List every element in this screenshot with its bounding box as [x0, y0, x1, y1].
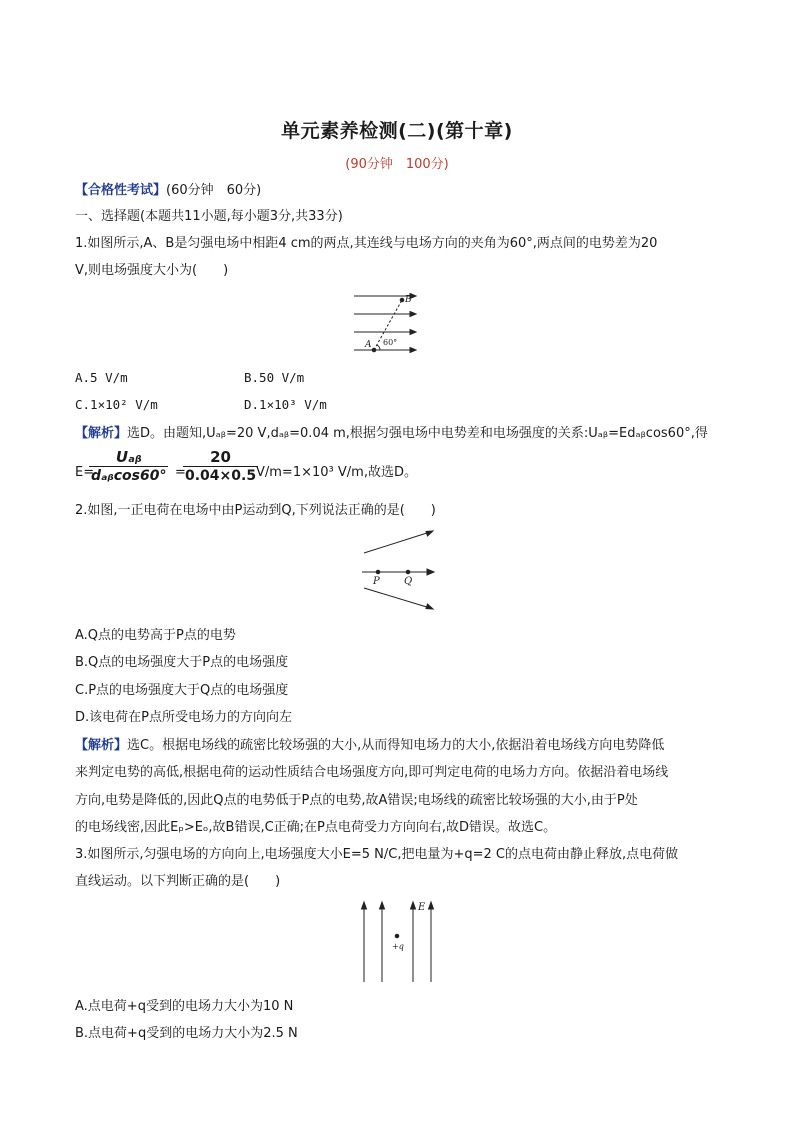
q1-angle-arc [377, 345, 380, 350]
q1-eq-num1: Uₐᵦ [115, 448, 142, 466]
q1-option-b: B.50 V/m [244, 370, 305, 385]
q1-field-arrow [410, 312, 416, 317]
q2-option-d: D.该电荷在P点所受电场力的方向向左 [75, 710, 292, 725]
q2-point-p [376, 570, 380, 574]
q1-analysis-text: 选D。由题知,Uₐᵦ=20 V,dₐᵦ=0.04 m,根据匀强电场中电势差和电场强度的关系:Uₐᵦ=Edₐᵦcos60°,得 [127, 426, 708, 441]
q2-option-a: A.Q点的电势高于P点的电势 [75, 628, 236, 643]
q2-analysis-line4: 的电场线密,因此Eₚ>Eₒ,故B错误,C正确;在P点电荷受力方向向右,故D错误。故选C。 [75, 820, 557, 835]
q2-upper-field-arrow [426, 531, 433, 536]
q1-label-b: B [405, 295, 412, 305]
q1-figure [352, 290, 424, 356]
q1-eq-num2: 20 [210, 448, 231, 466]
q2-option-b: B.Q点的电场强度大于P点的电场强度 [75, 655, 289, 670]
section-heading [75, 182, 261, 200]
q2-upper-field-line [364, 532, 430, 553]
q3-label-e: E [418, 902, 426, 913]
part-heading: 一、选择题(本题共11小题,每小题3分,共33分) [75, 209, 343, 224]
q1-point-b [400, 298, 404, 302]
q1-option-d: D.1×10³ V/m [244, 397, 327, 412]
q3-option-a: A.点电荷+q受到的电场力大小为10 N [75, 999, 294, 1014]
q1-stem-line1: 1.如图所示,A、B是匀强电场中相距4 cm的两点,其连线与电场方向的夹角为60°,两点间的电势差为20 [75, 236, 658, 251]
q1-label-a: A [365, 340, 372, 350]
q1-option-a: A.5 V/m [75, 370, 128, 385]
q1-label-angle: 60° [383, 338, 398, 347]
q2-stem: 2.如图,一正电荷在电场中由P运动到Q,下列说法正确的是( ) [75, 503, 436, 518]
q2-analysis-tag: 【解析】 [75, 738, 128, 753]
section-tag: 【合格性考试】 [75, 183, 167, 198]
q2-label-q: Q [404, 576, 413, 587]
q3-field-arrow [380, 902, 385, 909]
q3-label-q: +q [392, 942, 404, 951]
q1-option-c: C.1×10² V/m [75, 397, 158, 412]
q3-charge-point [395, 934, 399, 938]
q3-stem-line2: 直线运动。以下判断正确的是( ) [75, 874, 281, 889]
q1-analysis-line1 [75, 425, 708, 443]
q2-lower-field-line [364, 588, 430, 608]
q2-option-c: C.P点的电场强度大于Q点的电场强度 [75, 683, 289, 698]
q1-eq-mid: = [175, 465, 186, 480]
page-subtitle: (90分钟 100分) [345, 157, 449, 172]
q1-eq-den2: 0.04×0.5 [185, 468, 257, 484]
q2-figure [360, 528, 440, 612]
q3-option-b: B.点电荷+q受到的电场力大小为2.5 N [75, 1026, 298, 1041]
q3-field-arrow [429, 902, 434, 909]
q1-field-arrow [410, 330, 416, 335]
q2-analysis-text: 选C。根据电场线的疏密比较场强的大小,从而得知电场力的大小,依据沿着电场线方向电势降低 [127, 738, 665, 753]
q2-analysis-line3: 方向,电势是降低的,因此Q点的电势低于P点的电势,故A错误;电场线的疏密比较场强的大小,由于P处 [75, 793, 638, 808]
q2-middle-field-arrow [427, 569, 434, 575]
q1-analysis-tag: 【解析】 [75, 426, 128, 441]
q2-point-q [406, 570, 410, 574]
q2-analysis-line1 [75, 737, 664, 755]
section-tag-rest: (60分钟 60分) [166, 183, 262, 198]
q1-stem-line2: V,则电场强度大小为( ) [75, 263, 229, 278]
q3-field-arrow [362, 902, 367, 909]
q2-analysis-line2: 来判定电势的高低,根据电荷的运动性质结合电场强度方向,即可判定电荷的电场力方向。依据沿着电场线 [75, 765, 669, 780]
q1-eq-suffix: V/m=1×10³ V/m,故选D。 [256, 465, 417, 480]
q3-figure [356, 898, 440, 984]
page-title: 单元素养检测(二)(第十章) [281, 120, 513, 142]
q1-eq-den1: dₐᵦcos60° [91, 468, 167, 484]
q1-eq-fraction-2 [183, 448, 258, 484]
q2-label-p: P [373, 576, 380, 587]
q1-point-a [372, 348, 376, 352]
q3-stem-line1: 3.如图所示,匀强电场的方向向上,电场强度大小E=5 N/C,把电量为+q=2 C的点电荷由静止释放,点电荷做 [75, 847, 679, 862]
q2-lower-field-arrow [426, 604, 433, 609]
q1-eq-prefix: E= [75, 465, 95, 480]
q1-eq-fraction-1 [89, 448, 168, 484]
q3-field-arrow [411, 902, 416, 909]
q1-field-arrow [410, 348, 416, 353]
